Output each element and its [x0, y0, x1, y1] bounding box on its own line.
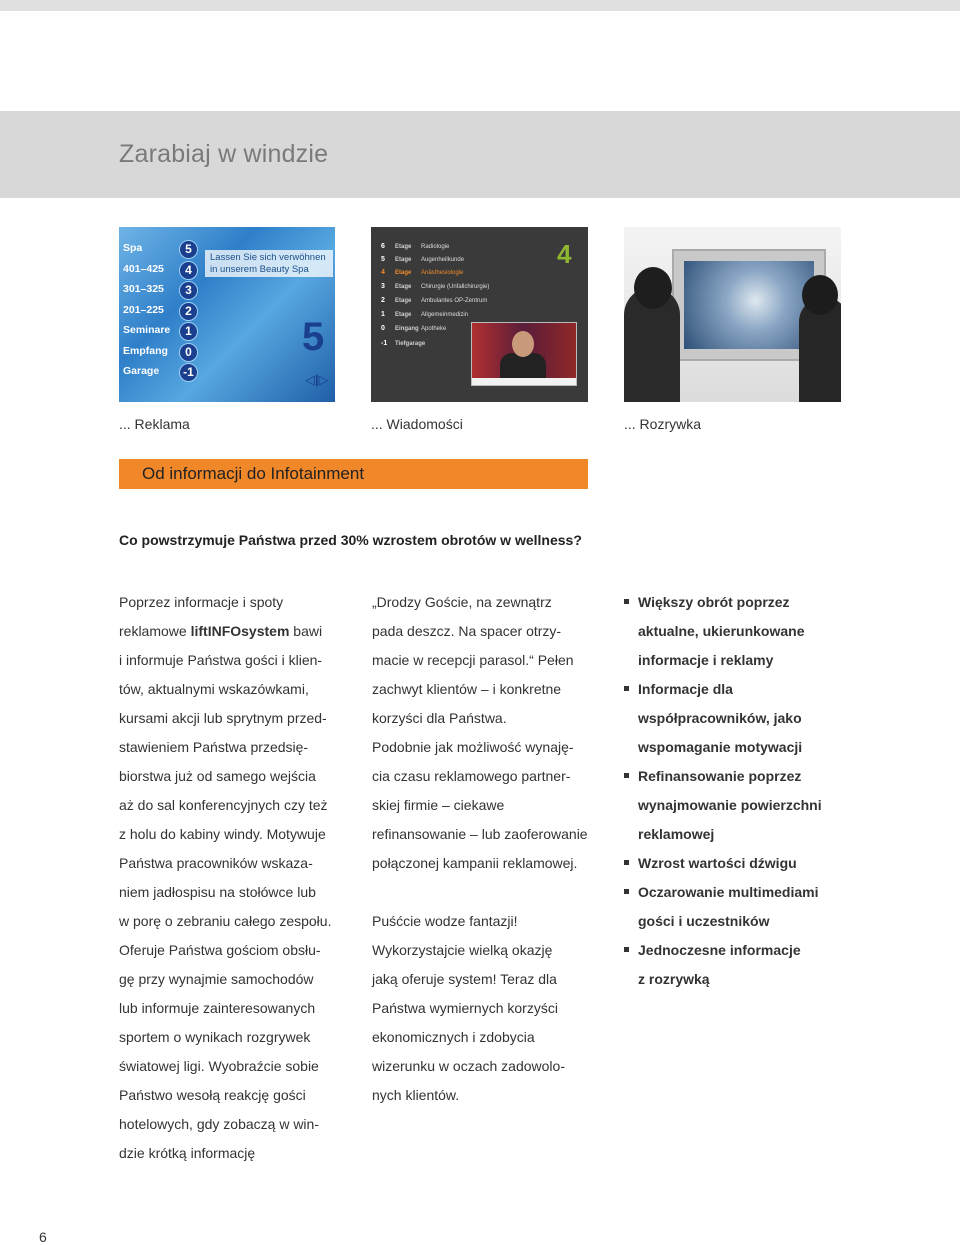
floor-number: 3	[179, 281, 198, 300]
dir-desc: Anästhesiologie	[421, 270, 464, 276]
bullet-continuation: aktualne, ukierunkowane	[638, 623, 805, 639]
bullet-item	[624, 762, 854, 791]
bullet-icon	[624, 686, 629, 691]
directory-row	[381, 243, 541, 255]
floor-number: 2	[179, 302, 198, 321]
dir-floor: 4	[381, 269, 385, 276]
top-strip	[0, 0, 960, 11]
dir-desc: Chirurgie (Unfallchirurgie)	[421, 284, 490, 290]
text-line: jaką oferuje system! Teraz dla	[372, 971, 557, 987]
spa-caption	[205, 250, 333, 277]
text-line: kursami akcji lub sprytnym przed-	[119, 710, 327, 726]
video-ticker	[472, 378, 576, 385]
floor-label: Spa	[123, 242, 143, 254]
banner-text: Od informacji do Infotainment	[142, 464, 365, 483]
text-line: skiej firmie – ciekawe	[372, 797, 505, 813]
text-line: Poprzez informacje i spoty	[119, 594, 284, 610]
text-line: wizerunku w oczach zadowolo-	[372, 1058, 565, 1074]
bullet-continuation: współpracowników, jako	[638, 710, 802, 726]
bullet-icon	[624, 947, 629, 952]
dir-floor: 5	[381, 256, 385, 263]
bullet-continuation: reklamowej	[638, 826, 715, 842]
text-line: gę przy wynajmie samochodów	[119, 971, 314, 987]
spa-caption-line: in unserem Beauty Spa	[210, 264, 309, 275]
text-line: zachwyt klientów – i konkretne	[372, 681, 562, 697]
news-video-thumbnail	[471, 322, 577, 386]
text-line: dzie krótką informację	[119, 1145, 256, 1161]
directory-row	[381, 256, 541, 268]
floor-label: Garage	[123, 365, 160, 377]
bullet-continuation: wynajmowanie powierzchni	[638, 797, 822, 813]
viewer-right-head	[802, 275, 838, 315]
news-current-floor: 4	[557, 239, 572, 269]
dir-type: Tiefgarage	[395, 341, 426, 347]
dir-desc: Radiologie	[421, 244, 450, 250]
text-line: refinansowanie – lub zaoferowanie	[372, 826, 588, 842]
page-number: 6	[39, 1229, 47, 1245]
bullet-item	[624, 936, 854, 965]
bullet-item	[624, 878, 854, 907]
dir-type: Etage	[395, 312, 412, 318]
directory-row	[381, 297, 541, 309]
dir-desc: Augenheilkunde	[421, 257, 465, 263]
text-column-2	[372, 588, 602, 1110]
text-line: Państwa wymiernych korzyści	[372, 1000, 558, 1016]
blank-line	[372, 878, 602, 907]
dir-type: Etage	[395, 298, 412, 304]
dir-floor: 1	[381, 311, 385, 318]
bullet-text: Informacje dla	[638, 681, 733, 697]
spa-elevator-image	[119, 227, 335, 402]
dir-type: Etage	[395, 257, 412, 263]
text-line: niem jadłospisu na stołówce lub	[119, 884, 316, 900]
bullet-text: Refinansowanie poprzez	[638, 768, 802, 784]
text-line: aż do sal konferencyjnych czy też	[119, 797, 328, 813]
bullet-icon	[624, 860, 629, 865]
dir-type: Eingang	[395, 326, 419, 332]
bullet-continuation: wspomaganie motywacji	[638, 739, 803, 755]
text-line: światowej ligi. Wyobraźcie sobie	[119, 1058, 319, 1074]
text-span: bawi	[289, 623, 323, 639]
spa-current-floor: 5	[302, 315, 325, 359]
text-line: pada deszcz. Na spacer otrzy-	[372, 623, 562, 639]
dir-floor: 0	[381, 325, 385, 332]
dir-type: Etage	[395, 270, 412, 276]
viewer-left-head	[634, 267, 672, 309]
dir-floor: 6	[381, 243, 385, 250]
dir-desc: Ambulantes OP-Zentrum	[421, 298, 488, 304]
floor-label: 401–425	[123, 262, 164, 275]
text-line: macie w recepcji parasol.“ Pełen	[372, 652, 574, 668]
bullet-icon	[624, 773, 629, 778]
text-line: korzyści dla Państwa.	[372, 710, 507, 726]
text-line: lub informuje zainteresowanych	[119, 1000, 316, 1016]
text-line: w porę o zebraniu całego zespołu.	[119, 913, 332, 929]
bullet-text: Jednoczesne informacje	[638, 942, 801, 958]
floor-number: 0	[179, 343, 198, 362]
bullet-continuation: z rozrywką	[638, 971, 710, 987]
caption-reklama: ... Reklama	[119, 416, 190, 432]
directory-row-active	[381, 269, 541, 281]
bullet-item	[624, 588, 854, 617]
bullet-text: Większy obrót poprzez	[638, 594, 790, 610]
caption-rozrywka: ... Rozrywka	[624, 416, 702, 432]
bullet-continuation: informacje i reklamy	[638, 652, 774, 668]
text-line: i informuje Państwa gości i klien-	[119, 652, 323, 668]
text-line: Państwo wesołą reakcję gości	[119, 1087, 306, 1103]
section-banner	[119, 459, 588, 489]
floor-label: 301–325	[123, 283, 164, 295]
presenter-head	[512, 331, 534, 357]
bullet-item	[624, 849, 854, 878]
floor-number: 4	[179, 261, 198, 280]
caption-wiadomosci: ... Wiadomości	[371, 416, 463, 432]
benefits-list	[624, 588, 854, 994]
floor-number: 5	[179, 240, 198, 259]
text-line: Podobnie jak możliwość wynaję-	[372, 739, 574, 755]
product-name: liftINFOsystem	[190, 623, 290, 639]
floor-label: 201–225	[123, 303, 164, 316]
text-line: Oferuje Państwa gościom obsłu-	[119, 942, 321, 958]
dir-type: Etage	[395, 284, 412, 290]
bullet-icon	[624, 599, 629, 604]
text-span: reklamowe	[119, 623, 191, 639]
tv-picture	[684, 261, 814, 349]
bullet-text: Wzrost wartości dźwigu	[638, 855, 797, 871]
bullet-text: Oczarowanie multimediami	[638, 884, 819, 900]
text-line: ekonomicznych i zdobycia	[372, 1029, 535, 1045]
text-line: sportem o wynikach rozgrywek	[119, 1029, 311, 1045]
bullet-icon	[624, 889, 629, 894]
directory-row	[381, 283, 541, 295]
bullet-continuation: gości i uczestników	[638, 913, 770, 929]
dir-floor: 3	[381, 283, 385, 290]
spa-caption-line: Lassen Sie sich verwöhnen	[210, 252, 326, 263]
entertainment-screen-image	[624, 227, 841, 402]
dir-desc: Allgemeinmedizin	[421, 312, 469, 318]
text-line: „Drodzy Goście, na zewnątrz	[372, 594, 552, 610]
floor-number: 1	[179, 322, 198, 341]
lead-question: Co powstrzymuje Państwa przed 30% wzrostem obrotów w wellness?	[119, 532, 582, 548]
text-line: nych klientów.	[372, 1087, 460, 1103]
text-line: Wykorzystajcie wielką okazję	[372, 942, 553, 958]
news-elevator-image	[371, 227, 588, 402]
page-title: Zarabiaj w windzie	[119, 140, 329, 168]
dir-floor: -1	[381, 340, 388, 347]
dir-desc: Apotheke	[421, 326, 447, 332]
text-line: Państwa pracowników wskaza-	[119, 855, 313, 871]
text-line: biorstwa już od samego wejścia	[119, 768, 316, 784]
text-line: tów, aktualnymi wskazówkami,	[119, 681, 309, 697]
text-line: cia czasu reklamowego partner-	[372, 768, 571, 784]
text-line: stawieniem Państwa przedsię-	[119, 739, 309, 755]
bullet-item	[624, 675, 854, 704]
text-line: z holu do kabiny windy. Motywuje	[119, 826, 326, 842]
floor-label: Seminare	[123, 324, 171, 336]
elevator-arrows-icon: ◁|▷	[305, 372, 329, 387]
text-column-1	[119, 588, 349, 1168]
floor-number: -1	[179, 363, 198, 382]
text-line	[119, 617, 349, 646]
text-line: Puśćcie wodze fantazji!	[372, 913, 518, 929]
dir-floor: 2	[381, 297, 385, 304]
text-line: połączonej kampanii reklamowej.	[372, 855, 578, 871]
dir-type: Etage	[395, 244, 412, 250]
floor-label: Empfang	[123, 344, 168, 357]
text-line: hotelowych, gdy zobaczą w win-	[119, 1116, 319, 1132]
